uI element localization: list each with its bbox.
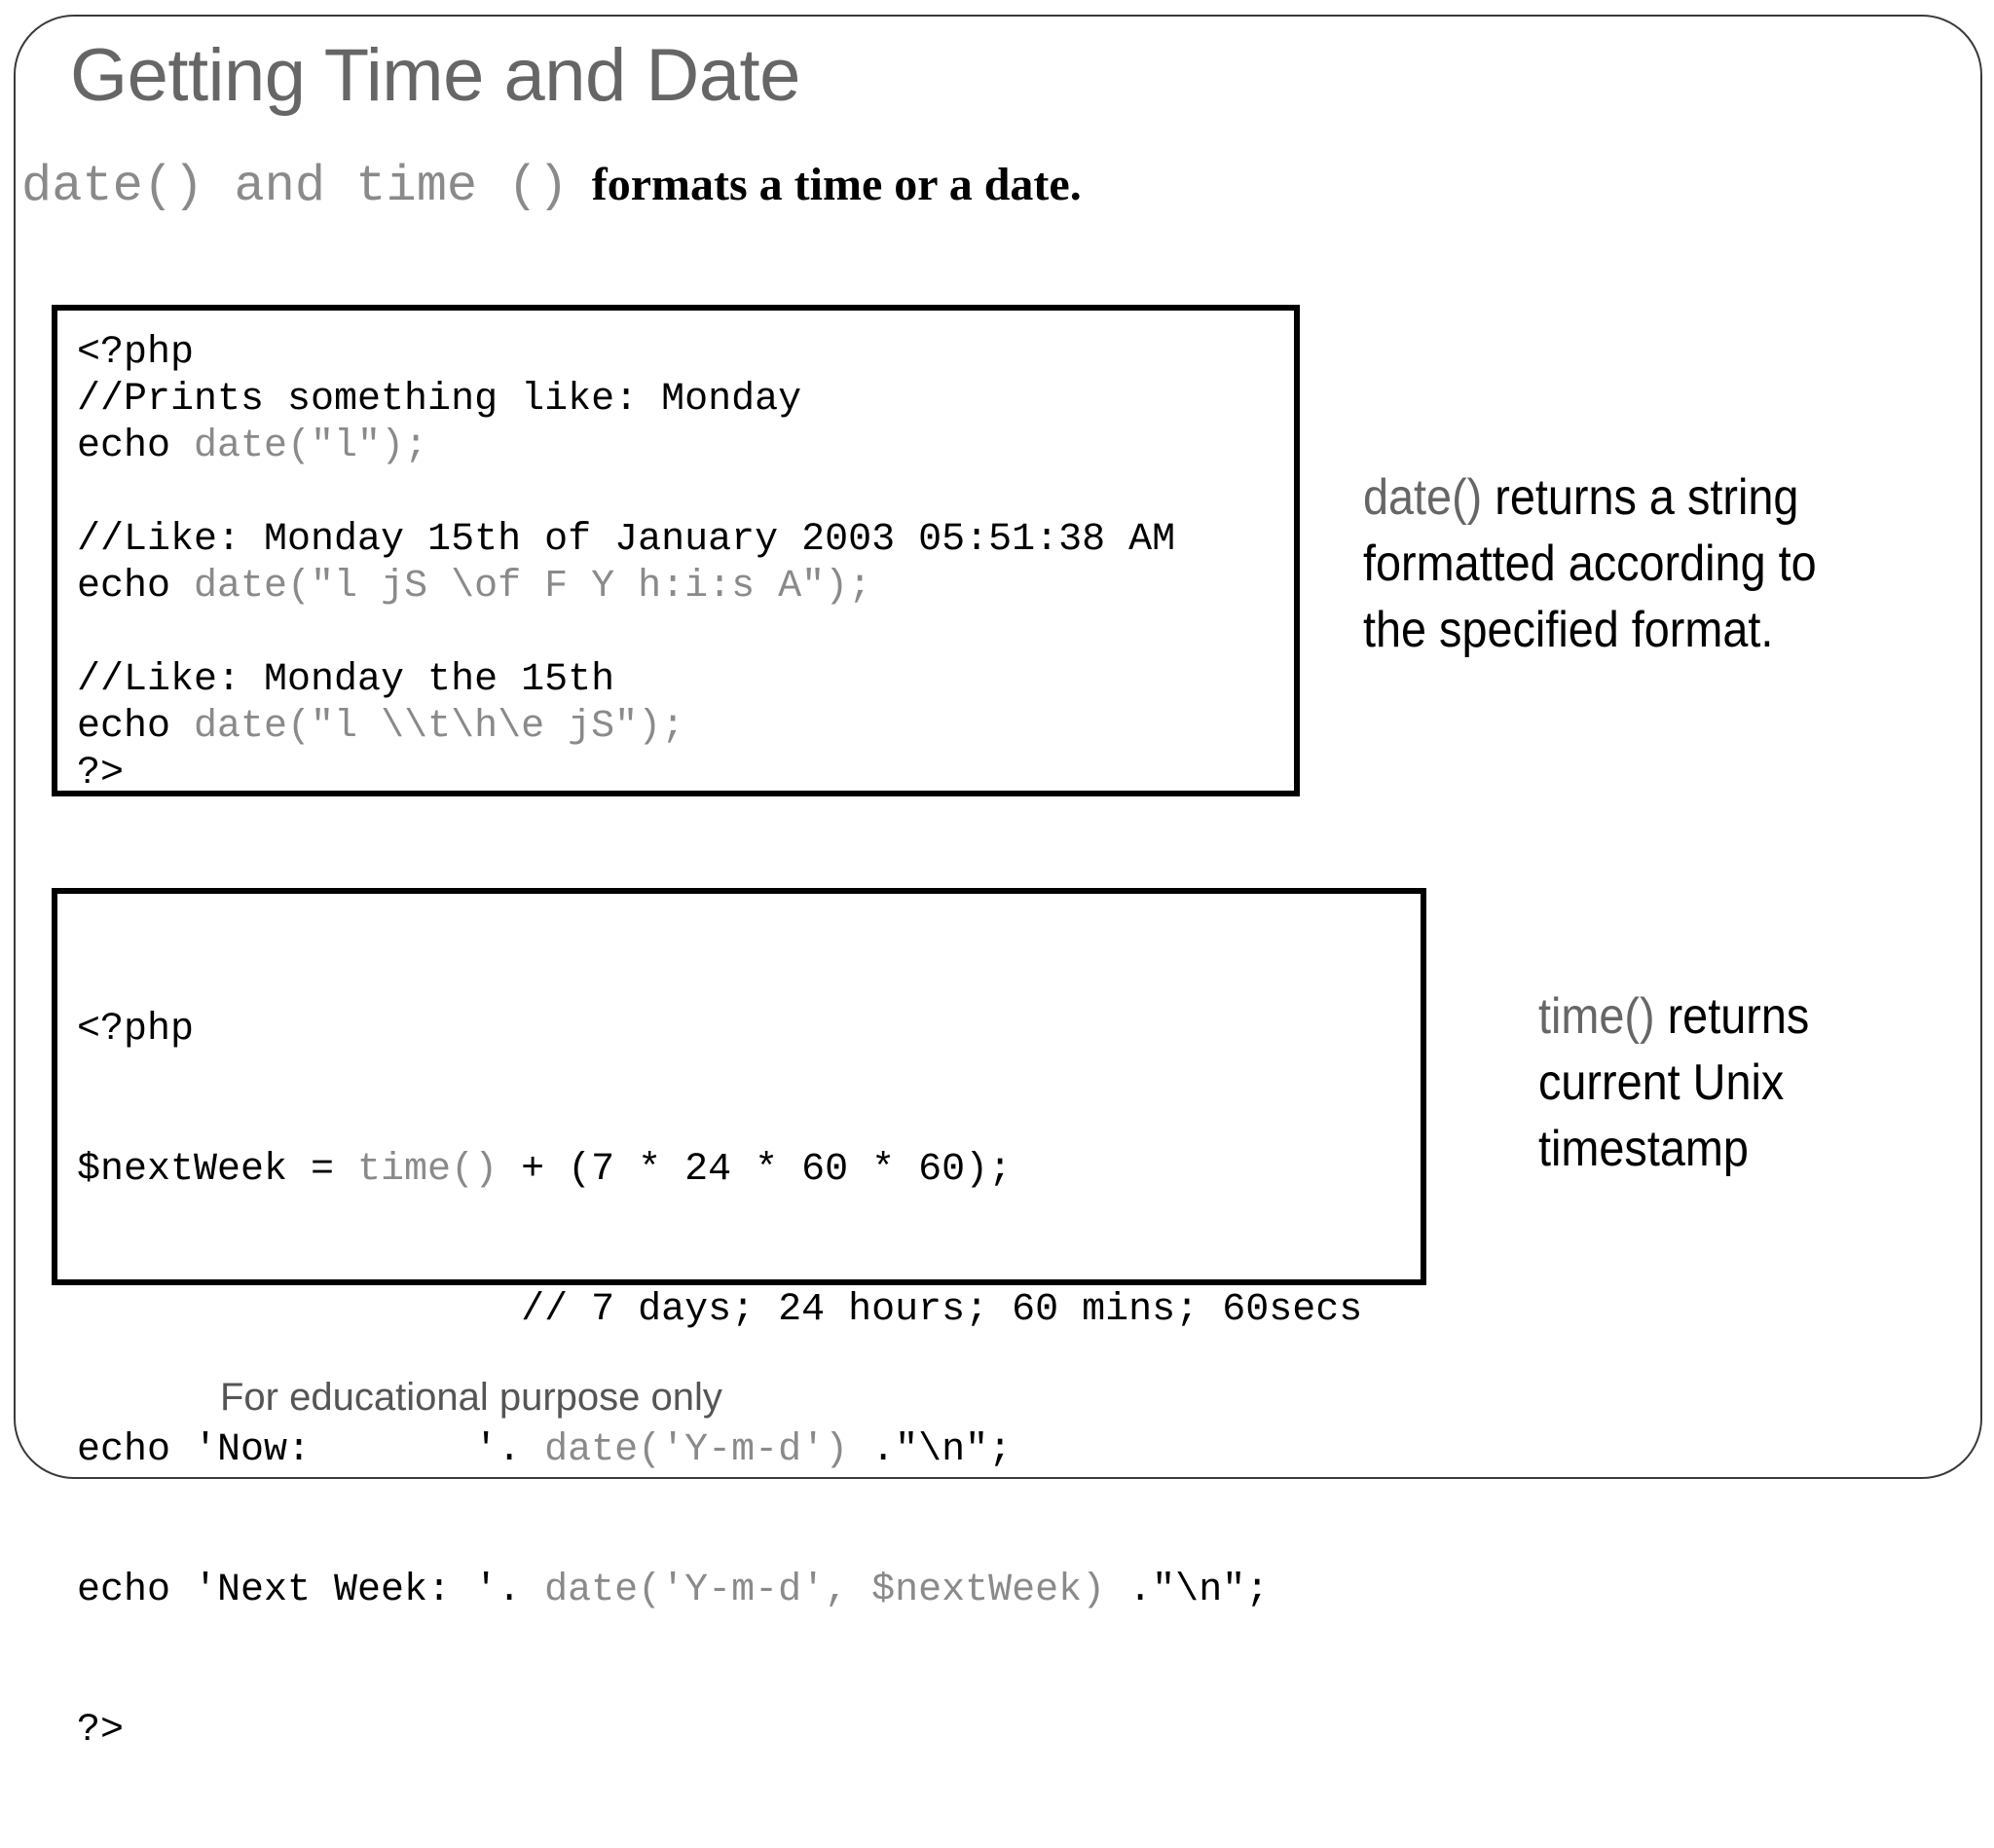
subtitle-func-time: time () [355, 158, 569, 215]
code-line: <?php [77, 331, 195, 375]
note-date-func: date() [1363, 469, 1483, 526]
code-line: $nextWeek = time() + (7 * 24 * 60 * 60); [77, 1148, 1013, 1192]
note-time-description [1538, 983, 1906, 1182]
code-line [77, 610, 1175, 657]
code-line: // 7 days; 24 hours; 60 mins; 60secs [77, 1288, 1363, 1332]
code-line: <?php [77, 1008, 195, 1052]
note-date-text: returns a string formatted according to the specified format. [1363, 469, 1817, 658]
note-time-text: returns current Unix timestamp [1538, 988, 1810, 1177]
note-date-description [1363, 464, 1889, 663]
subtitle-func-date: date() [21, 158, 204, 215]
code-line: echo 'Now: '. date('Y-m-d') ."\n"; [77, 1428, 1013, 1472]
code-line: ?> [77, 1709, 125, 1753]
slide-title: Getting Time and Date [70, 34, 800, 117]
code-line: //Prints something like: Monday [77, 378, 802, 422]
note-time-func: time() [1538, 988, 1655, 1045]
footer-disclaimer: For educational purpose only [220, 1376, 722, 1419]
code-block-date [52, 305, 1300, 796]
code-line: echo 'Next Week: '. date('Y-m-d', $nextWeek) ."\n"; [77, 1569, 1270, 1612]
subtitle-conj: and [234, 158, 326, 215]
code-line: //Like: Monday the 15th [77, 658, 615, 702]
code-block-date-content [77, 330, 1175, 797]
code-line: ?> [77, 752, 125, 795]
code-line: echo date("l jS \of F Y h:i:s A"); [77, 565, 872, 609]
subtitle-text: formats a time or a date. [591, 159, 1082, 210]
code-line: echo date("l"); [77, 425, 428, 468]
code-line: echo date("l \\t\h\e jS"); [77, 705, 685, 749]
slide-subtitle [21, 156, 1082, 225]
code-line [77, 470, 1175, 517]
code-line: //Like: Monday 15th of January 2003 05:51:38 AM [77, 518, 1176, 562]
